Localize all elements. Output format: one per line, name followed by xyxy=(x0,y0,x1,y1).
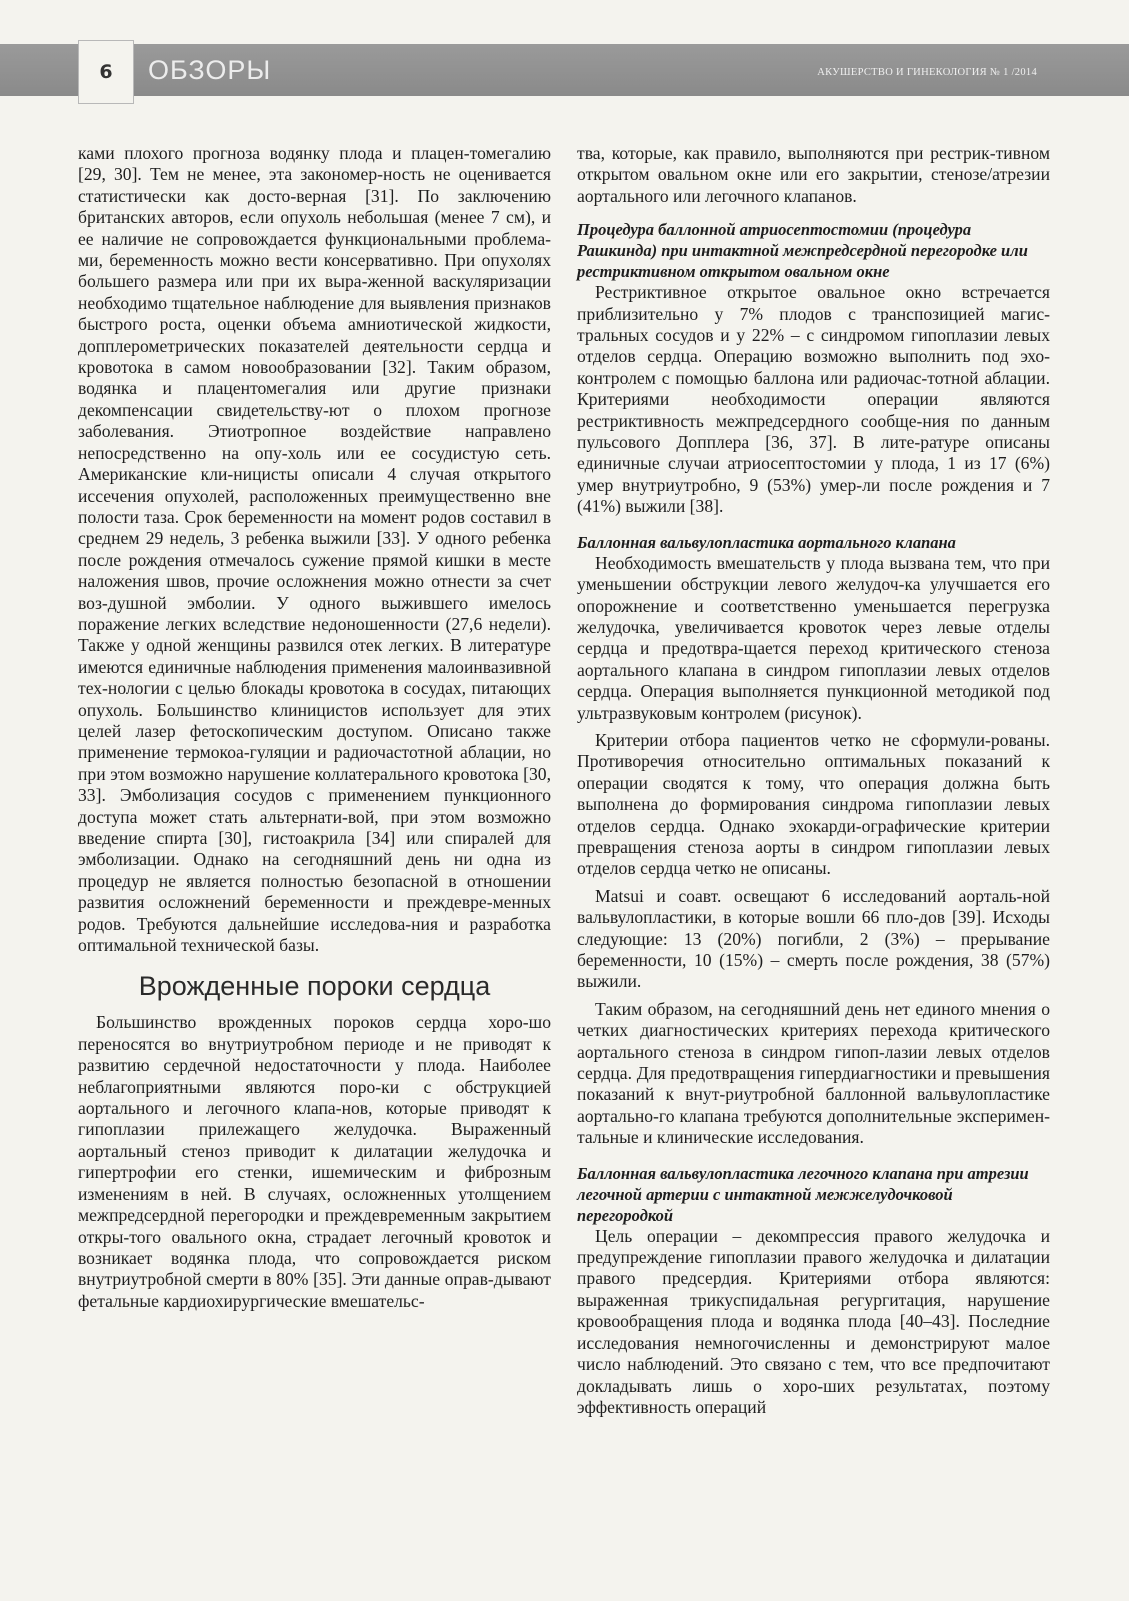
subheading: Баллонная вальвулопластика аортального клапана xyxy=(577,532,956,552)
paragraph: Рестриктивное открытое овальное окно встречается приблизительно у 7% плодов с транспозицией магис-тральных сосудов и у 22% – с синдромом гипоплазии левых отделов сердца. Операцию возможно выполнить под эхо-контролем с помощью баллона или радиочас-тотной аблации. Критериями необходимости операции являются рестриктивность межпредсердного сообще-ния по данным пульсового Допплера [36, 37]. В лите-ратуре описаны единичные случаи атриосептостомии у плода, 1 из 17 (6%) умер внутриутробно, 9 (53%) умер-ли после рождения и 7 (41%) выжили [38]. xyxy=(577,282,1050,517)
paragraph: тва, которые, как правило, выполняются при рестрик-тивном открытом овальном окне или его закрытии, стенозе/атрезии аортального или легочного клапанов. xyxy=(577,143,1050,206)
right-column xyxy=(577,143,1050,1418)
journal-name: АКУШЕРСТВО И ГИНЕКОЛОГИЯ № 1 /2014 xyxy=(817,67,1037,78)
paragraph: Цель операции – декомпрессия правого желудочка и предупреждение гипоплазии правого желудочка и дилатации правого предсердия. Критериями отбора являются: выраженная трикуспидальная регургитация, нарушение кровообращения плода и водянка плода [40–43]. Последние исследования немногочисленны и демонстрируют малое число наблюдений. Это связано с тем, что все предпочитают докладывать лишь о хоро-ших результатах, поэтому эффективность операций xyxy=(577,1225,1050,1417)
section-label: ОБЗОРЫ xyxy=(148,55,272,85)
paragraph: Большинство врожденных пороков сердца хоро-шо переносятся во внутриутробном периоде и не приводят к развитию сердечной недостаточности у плода. Наиболее неблагоприятными являются поро-ки с обструкцией аортального и легочного клапа-нов, которые приводят к гипоплазии прилежащего желудочка. Выраженный аортальный стеноз приводит к дилатации желудочка и гипертрофии его стенки, ишемическим и фиброзным изменениям в ней. В случаях, осложненных утолщением межпредсердной перегородки и преждевременным закрытием откры-того овального окна, страдает легочный кровоток и возникает водянка плода, что сопровождается риском внутриутробной смерти в 80% [35]. Эти данные оправ-дывают фетальные кардиохирургические вмешательс- xyxy=(78,1012,551,1311)
page-number: 6 xyxy=(78,40,134,104)
paragraph: Таким образом, на сегодняшний день нет единого мнения о четких диагностических критериях перехода критического аортального стеноза в синдром гипоп-лазии левых отделов сердца. Для предотвращения гипердиагностики и превышения показаний к внут-риутробной баллонной вальвулопластике аортально-го клапана требуются дополнительные эксперимен-тальные и клинические исследования. xyxy=(577,998,1050,1148)
left-column xyxy=(78,143,551,1312)
paragraph: Критерии отбора пациентов четко не сформули-рованы. Противоречия относительно оптимальных показаний к операции сводятся к тому, что операция должна быть выполнена до формирования синдрома гипоплазии левых отделов сердца. Однако эхокарди-ографические критерии превращения стеноза аорты в синдром гипоплазии левых отделов сердца четко не описаны. xyxy=(577,729,1050,879)
subheading: Процедура баллонной атриосептостомии (процедура Рашкинда) при интактной межпредсердной перегородке или рестриктивном открытом овальном окне xyxy=(577,220,1028,282)
paragraph: Matsui и соавт. освещают 6 исследований аорталь-ной вальвулопластики, в которые вошли 66 пло-дов [39]. Исходы следующие: 13 (20%) погибли, 2 (3%) – прерывание беременности, 10 (15%) – смерть после рождения, 38 (57%) выжили. xyxy=(577,885,1050,992)
section-heading: Врожденные пороки сердца xyxy=(138,971,491,1002)
paragraph: Необходимость вмешательств у плода вызвана тем, что при уменьшении обструкции левого желудоч-ка улучшается его опорожнение и соответственно уменьшается перегрузка желудочка, увеличивается кровоток через левые отделы сердца и предотвра-щается переход критического стеноза аортального клапана в синдром гипоплазии левых отделов сердца. Операция выполняется пункционной методикой под ультразвуковым контролем (рисунок). xyxy=(577,552,1050,723)
paragraph: ками плохого прогноза водянку плода и плацен-томегалию [29, 30]. Тем не менее, эта закономер-ность не оценивается статистически как досто-верная [31]. По заключению британских авторов, если опухоль небольшая (менее 7 см), и ее наличие не сопровождается функциональными проблема-ми, беременность можно вести консервативно. При опухолях большего размера или при их выра-женной васкуляризации необходимо тщательное наблюдение для выявления признаков быстрого роста, оценки объема амниотической жидкости, допплерометрических показателей деятельности сердца и кровотока в самом новообразовании [32]. Таким образом, водянка и плацентомегалия или другие признаки декомпенсации свидетельству-ют о плохом прогнозе заболевания. Этиотропное воздействие направлено непосредственно на опу-холь или ее сосудистую сеть. Американские кли-ницисты описали 4 случая открытого иссечения опухолей, расположенных преимущественно вне полости таза. Срок беременности на момент родов составил в среднем 29 недель, 3 ребенка выжили [33]. У одного ребенка после рождения отмечалось сужение прямой кишки в месте наложения швов, прочие осложнения можно отнести за счет воз-душной эмболии. У одного выжившего имелось поражение легких вследствие недоношенности (27,6 недели). Также у одной женщины развился отек легких. В литературе имеются единичные наблюдения применения малоинвазивной тех-нологии с целью блокады кровотока в сосудах, питающих опухоль. Большинство клиницистов использует для этих целей лазер фетоскопическим доступом. Описано также применение термокоа-гуляции и радиочастотной аблации, но при этом возможно нарушение коллатерального кровотока [30, 33]. Эмболизация сосудов с применением пункционного доступа может стать альтернати-вой, при этом возможно введение спирта [30], гистоакрила [34] или спиралей для эмболизации. Однако на сегодняшний день ни одна из процедур не является полностью безопасной в отношении развития осложнений беременности и преждевре-менных родов. Требуются дальнейшие исследова-ния и разработка оптимальной технической базы. xyxy=(78,143,551,956)
subheading: Баллонная вальвулопластика легочного клапана при атрезии легочной артерии с интактной межжелудочковой перегородкой xyxy=(577,1163,1029,1225)
